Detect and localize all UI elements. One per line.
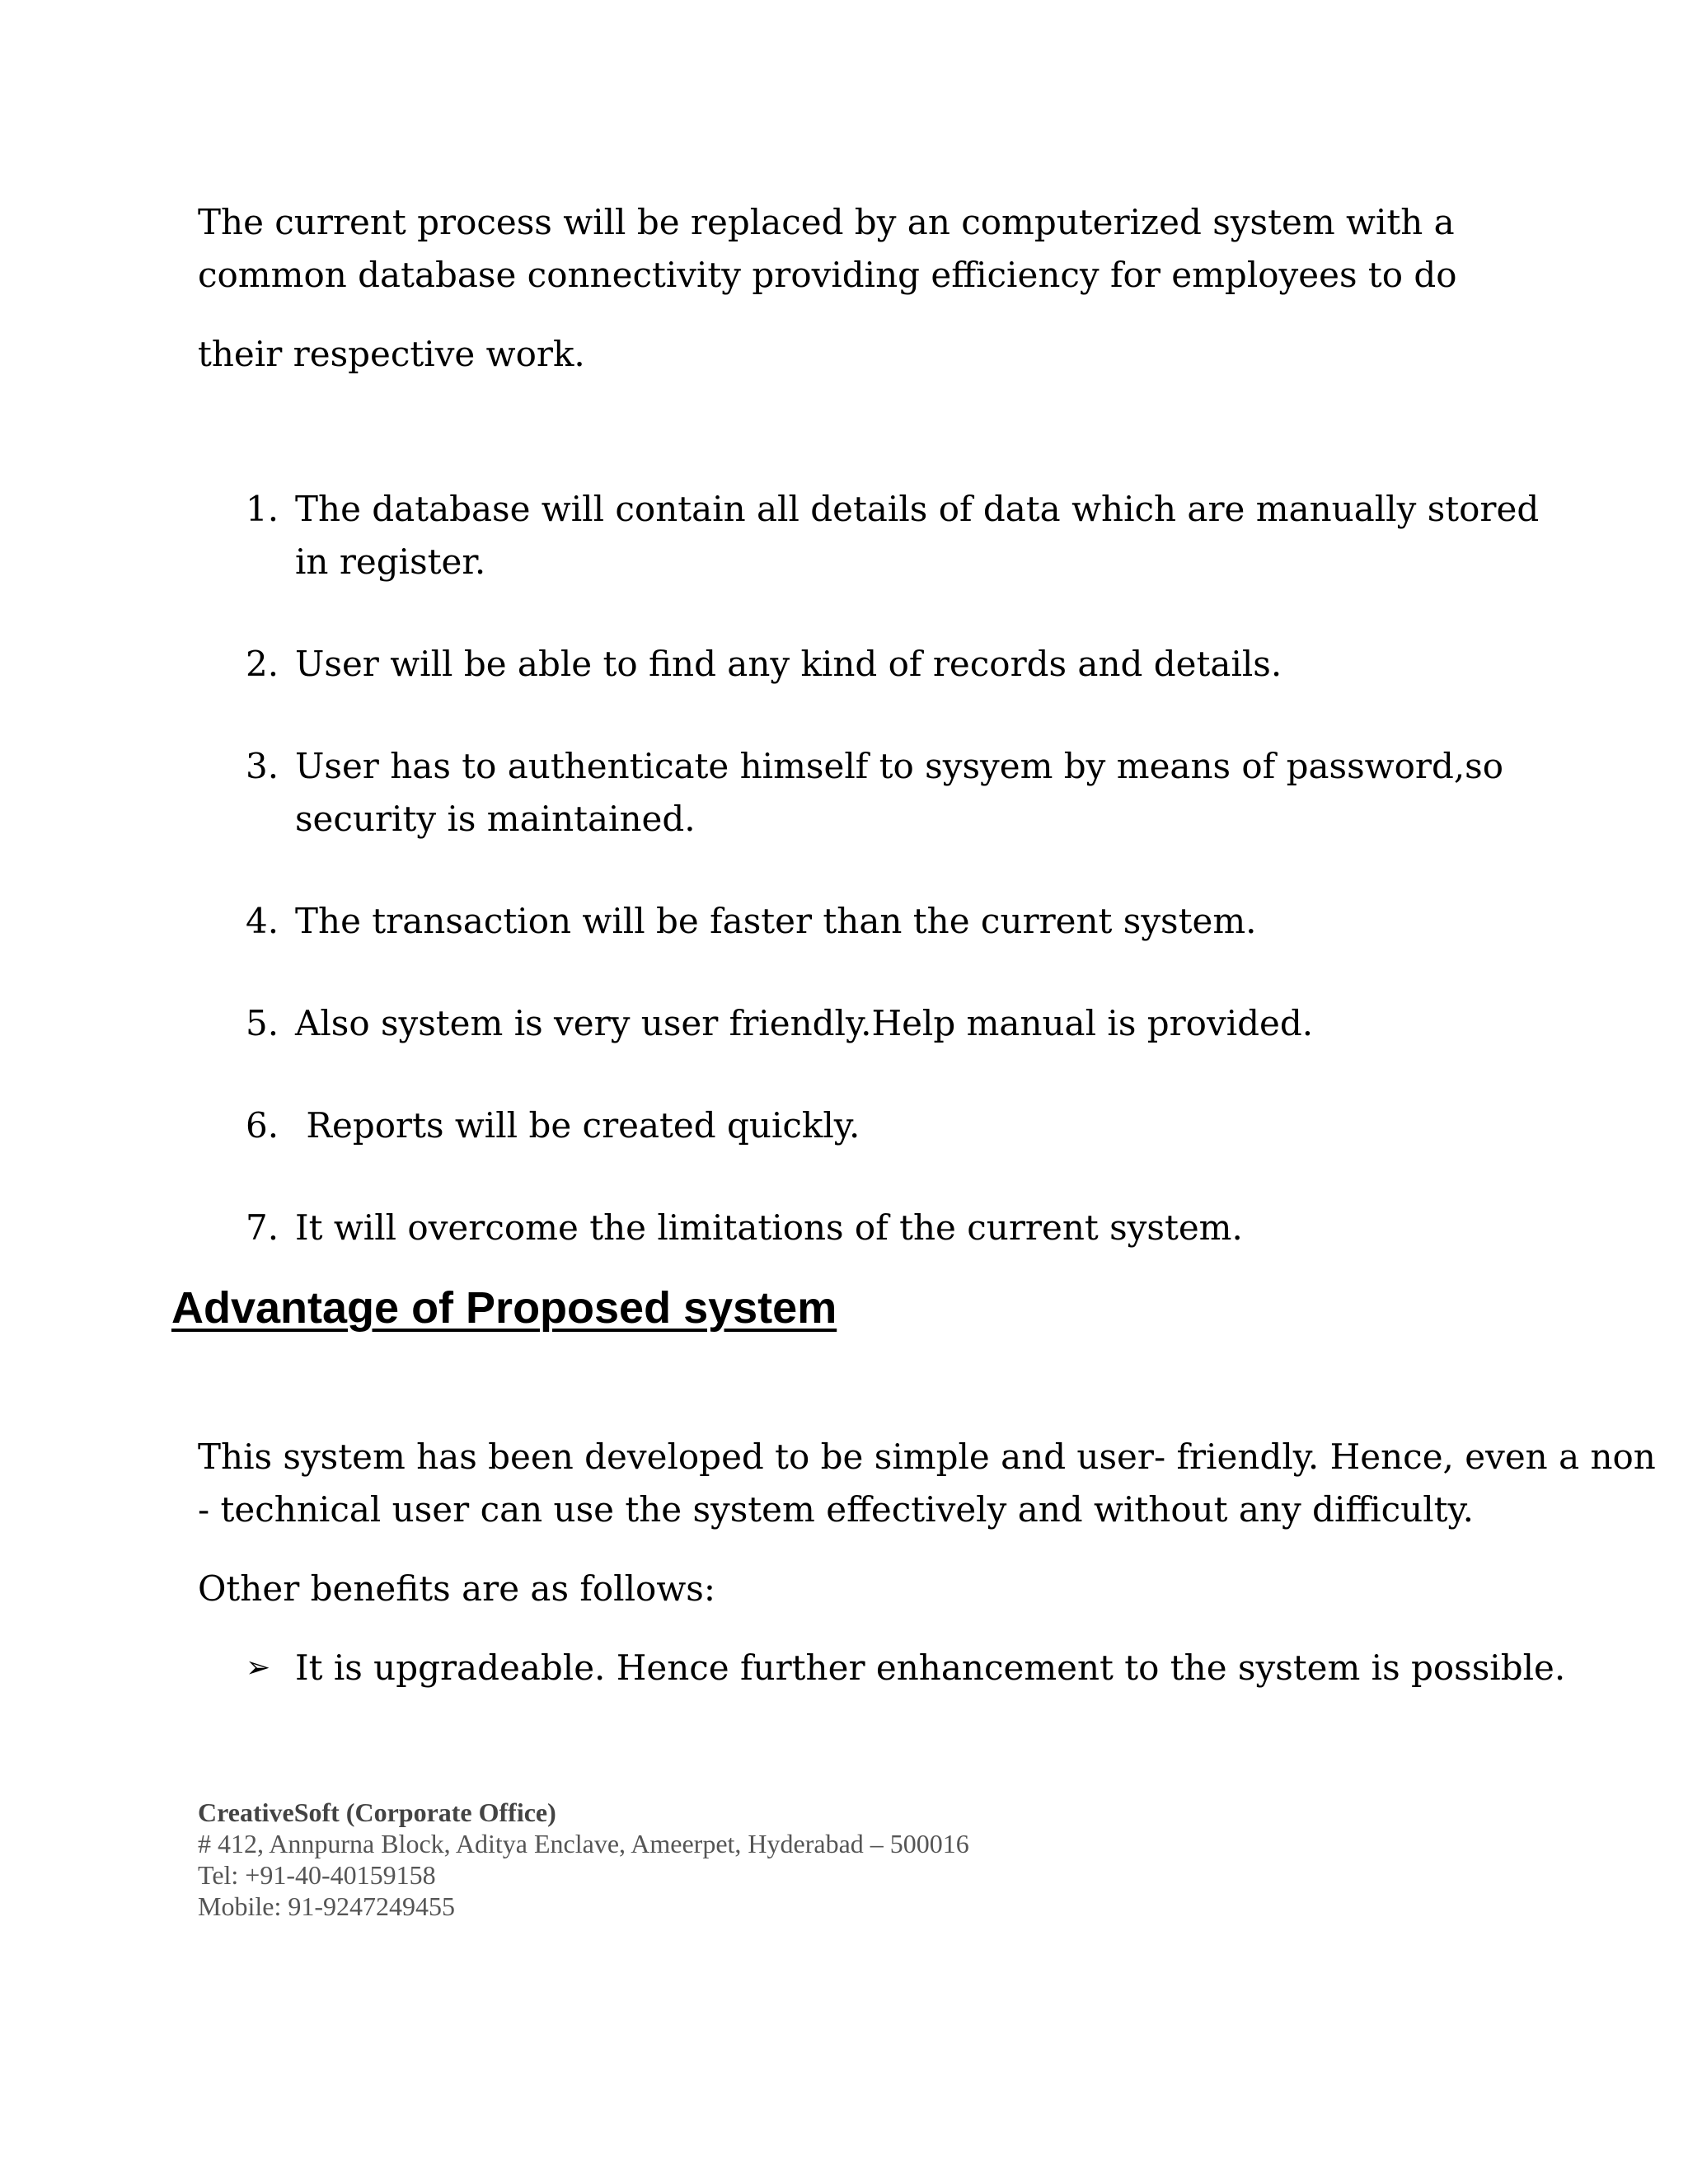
footer-company-name: CreativeSoft (Corporate Office) xyxy=(198,1797,556,1827)
intro-paragraph xyxy=(198,196,1550,381)
intro-line: The current process will be replaced by an computerized system with a xyxy=(198,202,1455,242)
section-heading: Advantage of Proposed system xyxy=(171,1283,837,1333)
arrow-bullet-icon: ➢ xyxy=(246,1651,271,1685)
benefits-intro xyxy=(198,1563,1550,1615)
footer-telephone: Tel: +91-40-40159158 xyxy=(198,1860,436,1890)
intro-line: their respective work. xyxy=(198,334,585,374)
list-item-number: 5. xyxy=(246,1003,279,1043)
footer-address-block xyxy=(198,1797,969,1922)
list-item-text: Also system is very user friendly.Help manual is provided. xyxy=(295,1003,1314,1043)
list-item-text: security is maintained. xyxy=(295,799,696,839)
list-item-text: It will overcome the limitations of the current system. xyxy=(295,1207,1243,1248)
advantage-paragraph xyxy=(198,1431,1656,1536)
bullet-item-text: It is upgradeable. Hence further enhancement to the system is possible. xyxy=(295,1647,1566,1688)
footer-address: # 412, Annpurna Block, Aditya Enclave, Ameerpet, Hyderabad – 500016 xyxy=(198,1829,969,1858)
list-item-number: 1. xyxy=(246,489,279,529)
list-item-number: 3. xyxy=(246,746,279,786)
list-item-text: The database will contain all details of data which are manually stored xyxy=(295,489,1540,529)
list-item-text: in register. xyxy=(295,541,486,582)
footer-mobile: Mobile: 91-9247249455 xyxy=(198,1891,455,1921)
list-item-text: The transaction will be faster than the current system. xyxy=(295,901,1257,941)
list-item-text: User will be able to find any kind of records and details. xyxy=(295,644,1282,684)
list-item-number: 6. xyxy=(246,1105,279,1146)
intro-line: common database connectivity providing efficiency for employees to do xyxy=(198,255,1457,295)
list-item-text: User has to authenticate himself to sysyem by means of password,so xyxy=(295,746,1504,786)
list-item-number: 2. xyxy=(246,644,279,684)
list-item-number: 7. xyxy=(246,1207,279,1248)
list-item-number: 4. xyxy=(246,901,279,941)
advantage-line: This system has been developed to be simple and user- friendly. Hence, even a non xyxy=(198,1436,1656,1477)
advantage-line: - technical user can use the system effectively and without any difficulty. xyxy=(198,1489,1475,1530)
benefits-intro-text: Other benefits are as follows: xyxy=(198,1568,715,1609)
list-item-text: Reports will be created quickly. xyxy=(295,1105,860,1146)
